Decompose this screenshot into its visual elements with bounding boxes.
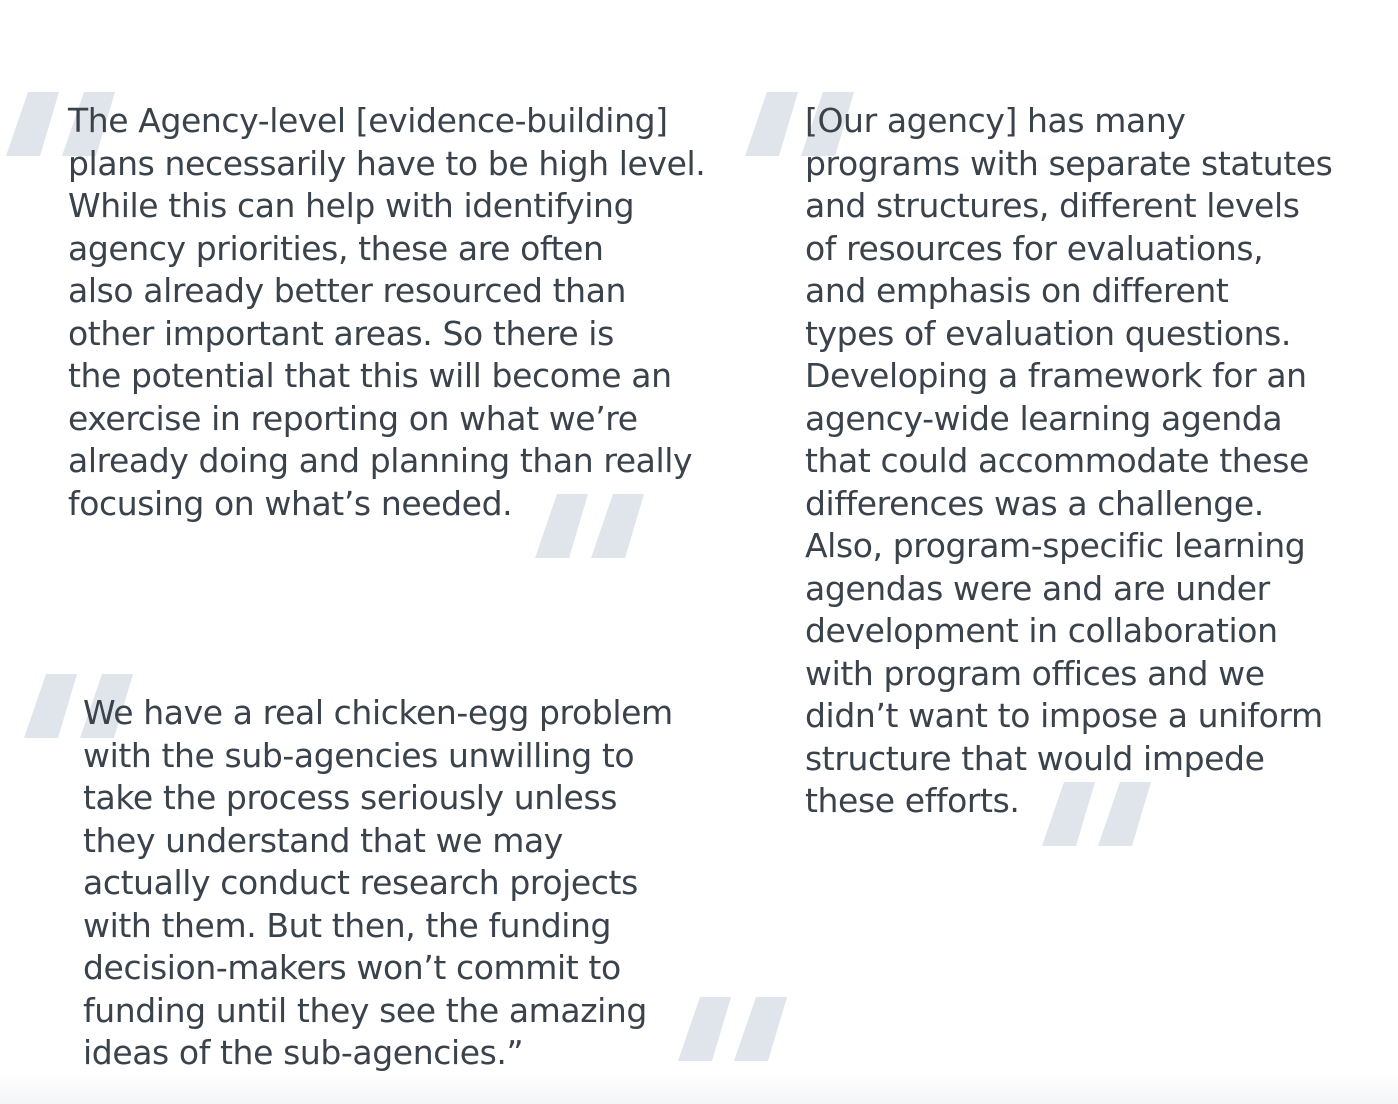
quote-body-2: [Our agency] has many programs with separate statutes and structures, different levels of resources for evaluations, and emphasis on different types of evaluation questions. Developing a framework for an agency-wide learning agenda that could accommodate these differences was a challenge. Also, program-specific learning agendas were and are under development in collaboration with program offices and we didn’t want to impose a uniform structure that would impede these efforts. [805, 101, 1333, 820]
quote-text-1 [68, 100, 768, 525]
quote-card-2 [805, 100, 1385, 823]
quote-card-1 [68, 100, 768, 525]
bottom-band [0, 1074, 1398, 1104]
quote-text-3 [83, 692, 743, 1075]
quote-body-3: We have a real chicken-egg problem with the sub-agencies unwilling to take the process seriously unless they understand that we may actually conduct research projects with them. But then, the funding decision-makers won’t commit to funding until they see the amazing ideas of the sub-agencies.” [83, 693, 673, 1072]
quote-card-3 [83, 692, 743, 1075]
quote-text-2 [805, 100, 1385, 823]
quote-body-1: The Agency-level [evidence-building] plans necessarily have to be high level. While this can help with identifying agency priorities, these are often also already better resourced than other important areas. So there is the potential that this will become an exercise in reporting on what we’re already doing and planning than really focusing on what’s needed. [68, 101, 706, 523]
